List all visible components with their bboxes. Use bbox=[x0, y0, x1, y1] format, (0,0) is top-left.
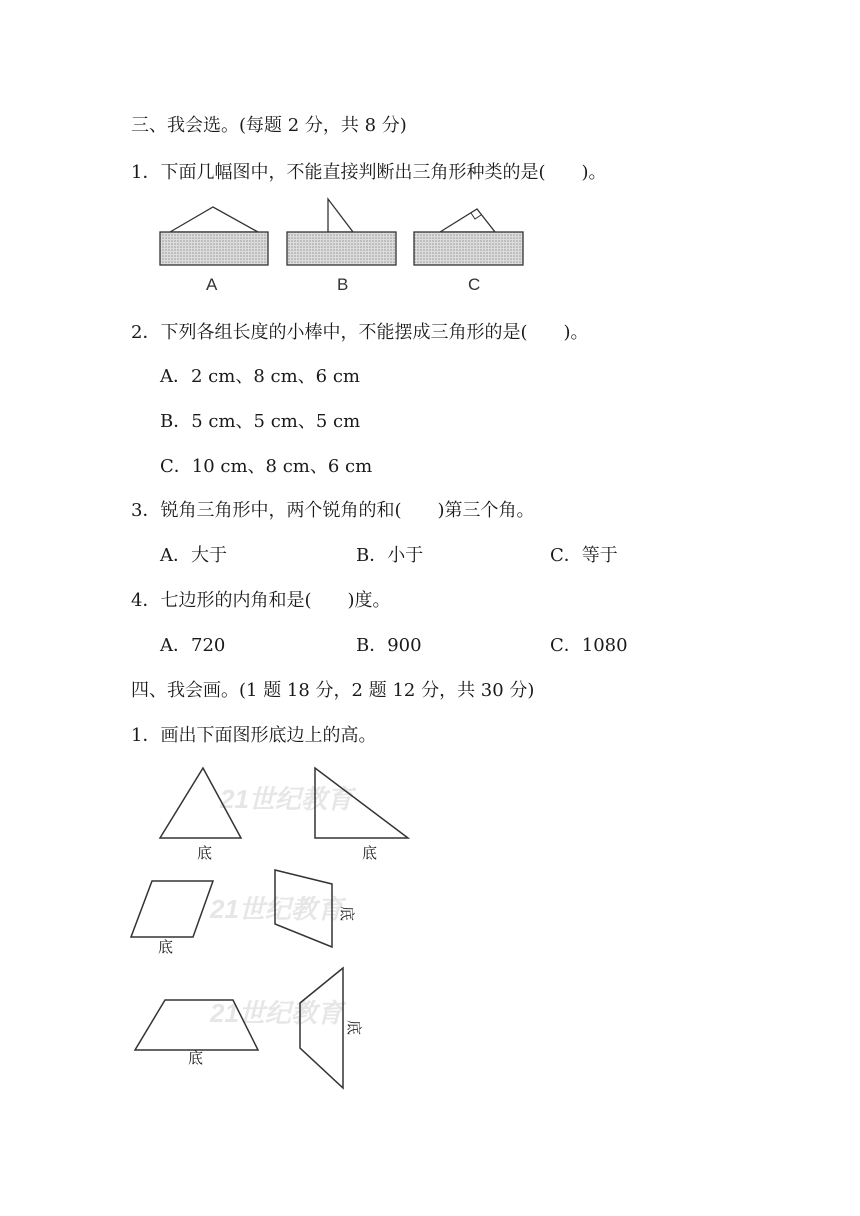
height-drawing-figures bbox=[125, 760, 445, 1100]
section4-question-1-text: 1．画出下面图形底边上的高。 bbox=[131, 725, 377, 746]
section4-heading: 四、我会画。(1 题 18 分，2 题 12 分，共 30 分) bbox=[131, 680, 535, 701]
parallelogram-2-base-label: 底 bbox=[338, 906, 356, 922]
parallelogram-1 bbox=[131, 881, 213, 937]
figure-c-block bbox=[414, 232, 523, 265]
question-4-option-c: C．1080 bbox=[550, 635, 628, 656]
figure-b bbox=[287, 199, 396, 294]
watermark-2: 21世纪教育 bbox=[210, 894, 343, 924]
trapezoid-1-base-label: 底 bbox=[188, 1049, 204, 1067]
figure-c-right-angle-mark bbox=[471, 213, 481, 219]
question-2-option-c: C．10 cm、8 cm、6 cm bbox=[160, 456, 373, 477]
question-4-option-b: B．900 bbox=[356, 635, 422, 656]
figure-c-triangle bbox=[440, 209, 495, 232]
question-2-text: 2．下列各组长度的小棒中，不能摆成三角形的是( )。 bbox=[131, 322, 589, 343]
question-2-option-b: B．5 cm、5 cm、5 cm bbox=[160, 411, 361, 432]
question-4-option-a: A．720 bbox=[160, 635, 226, 656]
section3-heading: 三、我会选。(每题 2 分，共 8 分) bbox=[131, 115, 407, 136]
figure-a-triangle bbox=[170, 207, 258, 232]
figure-b-triangle bbox=[328, 199, 353, 232]
trapezoid-2 bbox=[300, 968, 343, 1088]
question-2-option-a: A．2 cm、8 cm、6 cm bbox=[160, 366, 360, 387]
question-3-text: 3．锐角三角形中，两个锐角的和( )第三个角。 bbox=[131, 500, 535, 521]
question-1-figures bbox=[150, 195, 550, 295]
watermark-3: 21世纪教育 bbox=[210, 998, 343, 1028]
figure-c bbox=[414, 209, 523, 294]
parallelogram-1-base-label: 底 bbox=[158, 938, 174, 956]
question-3-option-c: C．等于 bbox=[550, 545, 618, 566]
figure-b-label: B bbox=[337, 275, 349, 294]
trapezoid-2-base-label: 底 bbox=[345, 1020, 363, 1036]
question-3-option-b: B．小于 bbox=[356, 545, 424, 566]
figure-c-label: C bbox=[468, 275, 481, 294]
question-4-text: 4．七边形的内角和是( )度。 bbox=[131, 590, 391, 611]
question-1-text: 1．下面几幅图中，不能直接判断出三角形种类的是( )。 bbox=[131, 162, 607, 183]
triangle-2-base-label: 底 bbox=[362, 844, 378, 862]
question-3-option-a: A．大于 bbox=[160, 545, 227, 566]
figure-b-block bbox=[287, 232, 396, 265]
watermark-1: 21世纪教育 bbox=[220, 784, 353, 814]
figure-a-block bbox=[160, 232, 268, 265]
figure-a bbox=[160, 207, 268, 294]
figure-a-label: A bbox=[206, 275, 218, 294]
triangle-1-base-label: 底 bbox=[197, 844, 213, 862]
